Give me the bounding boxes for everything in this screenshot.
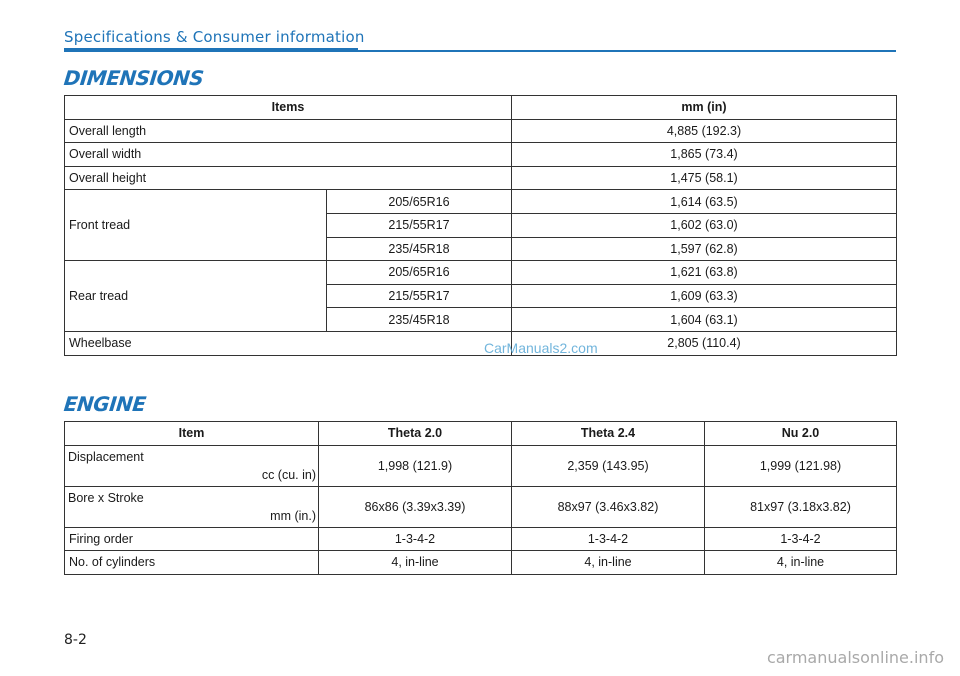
engine-table (64, 421, 897, 575)
tire-size: 205/65R16 (327, 190, 512, 214)
table-row (65, 331, 897, 355)
table-header-row (65, 96, 897, 120)
row-value: 4, in-line (512, 551, 705, 575)
header-divider-accent (64, 48, 358, 52)
tire-size: 205/65R16 (327, 261, 512, 285)
row-value: 4,885 (192.3) (512, 119, 897, 143)
row-value: 1,614 (63.5) (512, 190, 897, 214)
row-value: 1-3-4-2 (512, 527, 705, 551)
engine-heading: ENGINE (62, 392, 147, 416)
header-divider-line (358, 50, 896, 52)
table-row (65, 261, 897, 285)
row-label: Wheelbase (65, 331, 512, 355)
row-value: 1,998 (121.9) (319, 445, 512, 486)
row-label: Front tread (65, 190, 327, 261)
watermark-text: CarManuals2.com (484, 340, 598, 356)
page-number: 8-2 (64, 632, 87, 648)
row-value: 1,621 (63.8) (512, 261, 897, 285)
row-label: Displacement (68, 449, 144, 464)
row-label-cell (65, 486, 319, 527)
dimensions-table (64, 95, 897, 356)
tire-size: 235/45R18 (327, 308, 512, 332)
row-label: Overall length (65, 119, 512, 143)
row-label: Firing order (65, 527, 319, 551)
table-row (65, 445, 897, 486)
row-value: 81x97 (3.18x3.82) (705, 486, 897, 527)
row-value: 1-3-4-2 (705, 527, 897, 551)
column-header: Items (65, 96, 512, 120)
footer-watermark: carmanualsonline.info (766, 648, 944, 667)
table-row (65, 551, 897, 575)
table-row (65, 119, 897, 143)
table-row (65, 486, 897, 527)
row-value: 2,805 (110.4) (512, 331, 897, 355)
row-value: 2,359 (143.95) (512, 445, 705, 486)
column-header: Nu 2.0 (705, 422, 897, 446)
dimensions-heading: DIMENSIONS (62, 66, 205, 90)
column-header: mm (in) (512, 96, 897, 120)
row-value: 1,597 (62.8) (512, 237, 897, 261)
table-row (65, 166, 897, 190)
row-label: Rear tread (65, 261, 327, 332)
row-unit: mm (in.) (270, 508, 316, 523)
row-label: Overall width (65, 143, 512, 167)
column-header: Item (65, 422, 319, 446)
row-value: 1,604 (63.1) (512, 308, 897, 332)
table-row (65, 190, 897, 214)
row-value: 1,475 (58.1) (512, 166, 897, 190)
row-value: 1,609 (63.3) (512, 284, 897, 308)
row-value: 1,865 (73.4) (512, 143, 897, 167)
row-value: 86x86 (3.39x3.39) (319, 486, 512, 527)
column-header: Theta 2.0 (319, 422, 512, 446)
table-row (65, 527, 897, 551)
row-value: 4, in-line (319, 551, 512, 575)
row-label: Bore x Stroke (68, 490, 144, 505)
row-value: 1-3-4-2 (319, 527, 512, 551)
row-value: 1,999 (121.98) (705, 445, 897, 486)
row-label: Overall height (65, 166, 512, 190)
tire-size: 215/55R17 (327, 213, 512, 237)
row-label: No. of cylinders (65, 551, 319, 575)
row-value: 88x97 (3.46x3.82) (512, 486, 705, 527)
section-header-title: Specifications & Consumer information (64, 28, 365, 46)
row-value: 1,602 (63.0) (512, 213, 897, 237)
tire-size: 215/55R17 (327, 284, 512, 308)
table-header-row (65, 422, 897, 446)
table-row (65, 143, 897, 167)
column-header: Theta 2.4 (512, 422, 705, 446)
row-unit: cc (cu. in) (261, 467, 316, 482)
tire-size: 235/45R18 (327, 237, 512, 261)
row-value: 4, in-line (705, 551, 897, 575)
row-label-cell (65, 445, 319, 486)
